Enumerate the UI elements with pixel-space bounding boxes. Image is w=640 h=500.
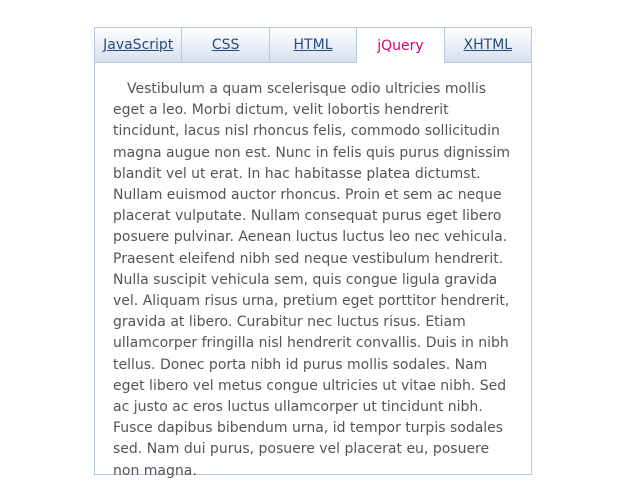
tab-css-link[interactable]: CSS <box>211 37 240 53</box>
tab-xhtml[interactable] <box>445 28 531 62</box>
tab-javascript[interactable] <box>95 28 182 62</box>
tab-bar <box>95 28 531 63</box>
tab-javascript-link[interactable]: JavaScript <box>103 37 174 53</box>
tab-html-link[interactable]: HTML <box>293 37 333 53</box>
panel-text: Vestibulum a quam scelerisque odio ultricies mollis eget a leo. Morbi dictum, velit lobortis hendrerit tincidunt, lacus nisl rhoncus felis, commodo sollicitudin magna augue non est. Nunc in felis quis purus dignissim blandit vel ut erat. In hac habitasse platea dictumst. Nullam euismod auctor rhoncus. Proin et sem ac neque placerat vulputate. Nullam consequat purus eget libero posuere pulvinar. Aenean luctus luctus leo nec vehicula. Praesent eleifend nibh sed neque vestibulum hendrerit. Nulla suscipit vehicula sem, quis congue ligula gravida vel. Aliquam risus urna, pretium eget porttitor hendrerit, gravida at libero. Curabitur nec luctus risus. Etiam ullamcorper fringilla nisl hendrerit convallis. Duis in nibh tellus. Donec porta nibh id purus mollis sodales. Nam eget libero vel metus congue ultricies ut vitae nibh. Sed ac justo ac eros luctus ullamcorper ut tincidunt nibh. Fusce dapibus bibendum urna, id tempor turpis sodales sed. Nam dui purus, posuere vel placerat eu, posuere non magna. <box>113 81 511 479</box>
tab-jquery[interactable] <box>357 28 444 63</box>
tab-jquery-link[interactable]: jQuery <box>377 37 424 54</box>
tab-xhtml-link[interactable]: XHTML <box>463 37 513 53</box>
tab-panel-jquery <box>95 63 531 479</box>
tabs-widget <box>94 27 532 479</box>
tab-html[interactable] <box>270 28 357 62</box>
tab-css[interactable] <box>182 28 269 62</box>
